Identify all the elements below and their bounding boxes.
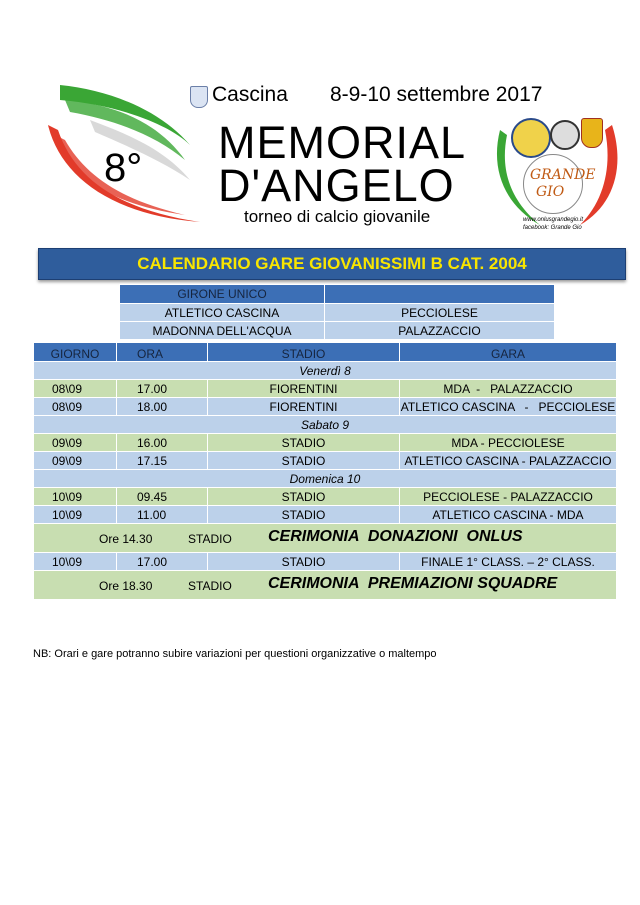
match-time: 16.00 bbox=[117, 434, 208, 452]
ceremony-title: CERIMONIA PREMIAZIONI SQUADRE bbox=[268, 575, 558, 592]
ball-logo-icon bbox=[550, 120, 580, 150]
ceremony-time: Ore 18.30 bbox=[99, 579, 153, 593]
match-stadium: STADIO bbox=[208, 553, 400, 571]
group-row bbox=[120, 322, 555, 340]
day-row bbox=[34, 416, 617, 434]
website-text: www.onlusgrandegio.it bbox=[523, 217, 584, 223]
match-row bbox=[34, 398, 617, 416]
match-time: 17.00 bbox=[117, 553, 208, 571]
ceremony-stadium: STADIO bbox=[188, 532, 232, 546]
title-line-2: D'ANGELO bbox=[218, 160, 455, 211]
match-time: 18.00 bbox=[117, 398, 208, 416]
match-stadium: FIORENTINI bbox=[208, 380, 400, 398]
ceremony-row bbox=[34, 571, 617, 600]
subtitle: torneo di calcio giovanile bbox=[244, 207, 431, 226]
day-row bbox=[34, 470, 617, 488]
match-teams: FINALE 1° CLASS. – 2° CLASS. bbox=[400, 553, 617, 571]
team-cell: ATLETICO CASCINA bbox=[120, 304, 325, 322]
ceremony-row bbox=[34, 524, 617, 553]
edition-number: 8° bbox=[104, 146, 143, 190]
logo-text-1: GRANDE bbox=[530, 167, 596, 183]
match-teams: PECCIOLESE - PALAZZACCIO bbox=[400, 488, 617, 506]
town-crest-icon bbox=[190, 86, 208, 108]
match-teams: ATLETICO CASCINA - PALAZZACCIO bbox=[400, 452, 617, 470]
match-teams: MDA - PECCIOLESE bbox=[400, 434, 617, 452]
day-label: Sabato 9 bbox=[34, 416, 617, 434]
match-teams: ATLETICO CASCINA - PECCIOLESE bbox=[400, 399, 616, 414]
group-header-cell: GIRONE UNICO bbox=[120, 285, 325, 304]
match-row bbox=[34, 380, 617, 398]
ceremony-time: Ore 14.30 bbox=[99, 532, 153, 546]
schedule-header bbox=[34, 343, 617, 362]
match-stadium: STADIO bbox=[208, 434, 400, 452]
day-label: Domenica 10 bbox=[34, 470, 617, 488]
match-time: 09.45 bbox=[117, 488, 208, 506]
day-row bbox=[34, 362, 617, 380]
schedule-table bbox=[33, 342, 617, 600]
match-teams: MDA - PALAZZACCIO bbox=[400, 380, 617, 398]
match-date: 10\09 bbox=[34, 506, 117, 524]
match-row bbox=[34, 434, 617, 452]
match-stadium: FIORENTINI bbox=[208, 398, 400, 416]
col-header-time: ORA bbox=[117, 343, 208, 362]
match-row bbox=[34, 452, 617, 470]
match-stadium: STADIO bbox=[208, 506, 400, 524]
match-date: 10\09 bbox=[34, 488, 117, 506]
match-date: 09\09 bbox=[34, 452, 117, 470]
col-header-match: GARA bbox=[400, 343, 617, 362]
group-row bbox=[120, 304, 555, 322]
ceremony-cell bbox=[34, 524, 617, 553]
col-header-day: GIORNO bbox=[34, 343, 117, 362]
match-stadium: STADIO bbox=[208, 452, 400, 470]
facebook-text: facebook: Grande Gio bbox=[523, 225, 582, 231]
ceremony-stadium: STADIO bbox=[188, 579, 232, 593]
match-time: 11.00 bbox=[117, 506, 208, 524]
shield-logo-icon bbox=[581, 118, 603, 148]
team-cell: PECCIOLESE bbox=[325, 304, 555, 322]
logo-text-2: GIO bbox=[536, 184, 565, 200]
ceremony-title: CERIMONIA DONAZIONI ONLUS bbox=[268, 528, 523, 545]
group-header-cell bbox=[325, 285, 555, 304]
team-cell: PALAZZACCIO bbox=[325, 322, 555, 340]
banner-title: CALENDARIO GARE GIOVANISSIMI B CAT. 2004 bbox=[137, 254, 527, 273]
col-header-stadium: STADIO bbox=[208, 343, 400, 362]
title-line-1: MEMORIAL bbox=[218, 117, 467, 168]
match-teams: ATLETICO CASCINA - MDA bbox=[400, 506, 617, 524]
match-time: 17.15 bbox=[117, 452, 208, 470]
match-date: 10\09 bbox=[34, 553, 117, 571]
match-date: 09\09 bbox=[34, 434, 117, 452]
footnote: NB: Orari e gare potranno subire variazioni per questioni organizzative o maltempo bbox=[33, 648, 437, 660]
header-town: Cascina bbox=[212, 83, 288, 106]
calendar-banner bbox=[38, 248, 626, 280]
group-table-header bbox=[120, 285, 555, 304]
day-label: Venerdì 8 bbox=[34, 362, 617, 380]
club-logo-icon bbox=[511, 118, 551, 158]
match-row bbox=[34, 506, 617, 524]
match-date: 08\09 bbox=[34, 398, 117, 416]
match-date: 08\09 bbox=[34, 380, 117, 398]
match-time: 17.00 bbox=[117, 380, 208, 398]
match-row bbox=[34, 553, 617, 571]
group-table bbox=[119, 284, 555, 340]
match-row bbox=[34, 488, 617, 506]
header-dates: 8-9-10 settembre 2017 bbox=[330, 83, 543, 106]
match-stadium: STADIO bbox=[208, 488, 400, 506]
ceremony-cell bbox=[34, 571, 617, 600]
team-cell: MADONNA DELL'ACQUA bbox=[120, 322, 325, 340]
